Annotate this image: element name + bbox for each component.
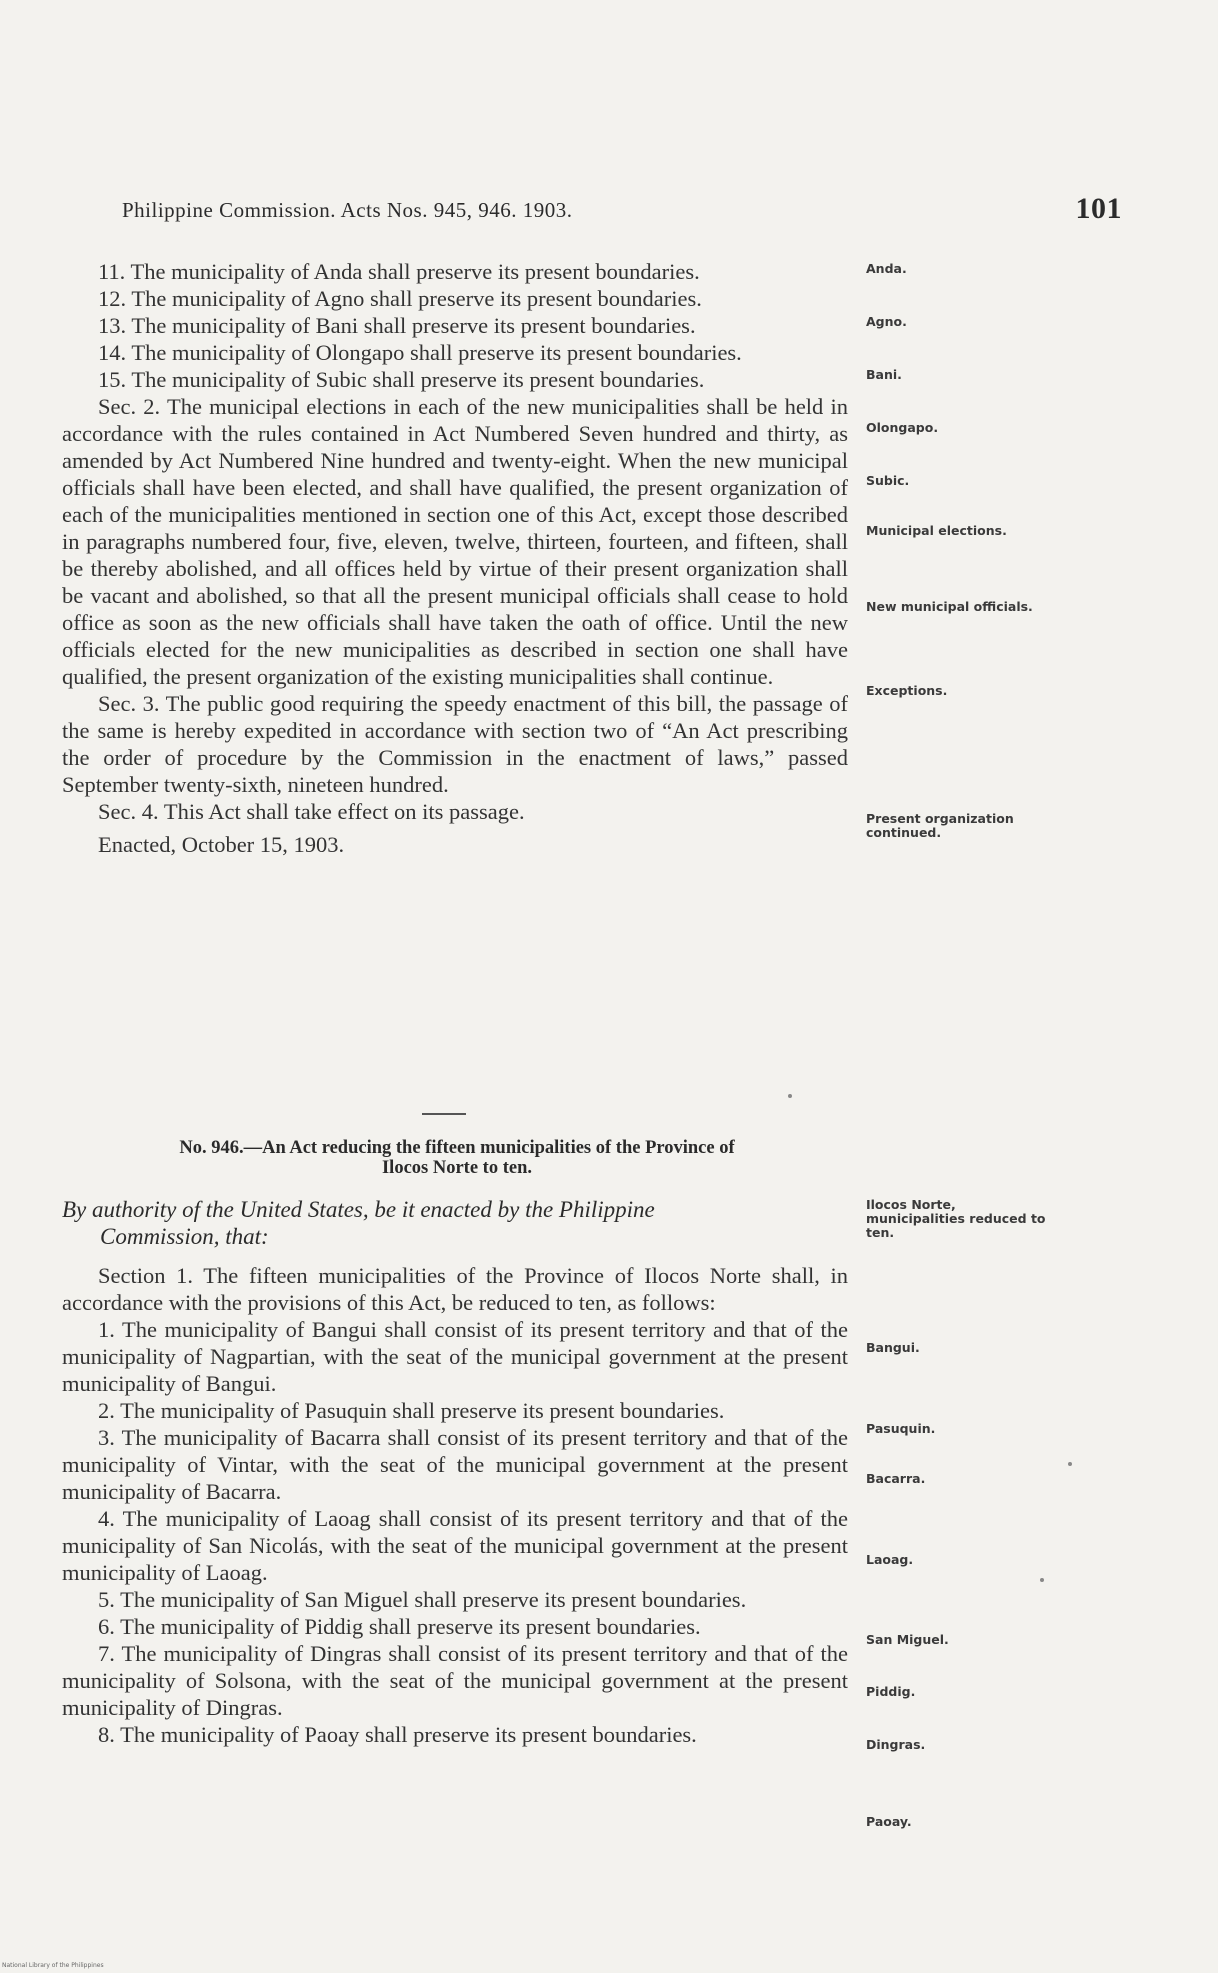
paragraph: 7. The municipality of Dingras shall consist of its present territory and that of the municipality of Solsona, with the seat of the municipal government at the present municipality of Dingras.	[62, 1641, 848, 1720]
paragraph: Sec. 2. The municipal elections in each of the new municipalities shall be held in accordance with the rules contained in Act Numbered Seven hundred and thirty, as amended by Act Numbered Nine hundred and twenty-eight. When the new municipal officials shall have been elected, and shall have qualified, the present organization of each of the municipalities mentioned in section one of this Act, except those described in paragraphs numbered four, five, eleven, twelve, thirteen, fourteen, and fifteen, shall be thereby abolished, and all offices held by virtue of their present organization shall be vacant and abolished, so that all the present municipal officials shall cease to hold office as soon as the new officials shall have taken the oath of office. Until the new officials elected for the new municipalities as described in section one shall have qualified, the present organization of the existing municipalities shall continue.	[62, 394, 848, 689]
paragraph: 15. The municipality of Subic shall preserve its present boundaries.	[98, 367, 705, 392]
enacting-line: Commission, that:	[100, 1224, 269, 1249]
enacting-clause	[62, 1196, 848, 1250]
margin-note: Bangui.	[866, 1340, 920, 1355]
margin-note: Paoay.	[866, 1814, 912, 1829]
speck	[788, 1094, 792, 1098]
paragraph: 13. The municipality of Bani shall preserve its present boundaries.	[98, 313, 696, 338]
enacted-date: Enacted, October 15, 1903.	[98, 832, 345, 857]
paragraph: Sec. 3. The public good requiring the speedy enactment of this bill, the passage of the same is hereby expedited in accordance with section two of “An Act prescribing the order of procedure by the Commission in the enactment of laws,” passed September twenty-sixth, nineteen hundred.	[62, 691, 848, 797]
paragraph: 5. The municipality of San Miguel shall preserve its present boundaries.	[98, 1587, 747, 1612]
margin-note: Dingras.	[866, 1737, 926, 1752]
paragraph: 3. The municipality of Bacarra shall consist of its present territory and that of the municipality of Vintar, with the seat of the municipal government at the present municipality of Bacarra.	[62, 1425, 848, 1504]
running-head: Philippine Commission. Acts Nos. 945, 946. 1903.	[122, 198, 573, 222]
paragraph: Sec. 4. This Act shall take effect on its passage.	[98, 799, 525, 824]
margin-note: Bani.	[866, 367, 902, 382]
paragraph: 8. The municipality of Paoay shall preserve its present boundaries.	[98, 1722, 697, 1747]
act-946-title	[62, 1138, 852, 1178]
margin-note: Municipal elections.	[866, 523, 1007, 538]
section-divider	[422, 1113, 466, 1115]
margin-note: Piddig.	[866, 1684, 916, 1699]
speck	[1068, 1462, 1072, 1466]
paragraph: Section 1. The fifteen municipalities of the Province of Ilocos Norte shall, in accordance with the provisions of this Act, be reduced to ten, as follows:	[62, 1263, 848, 1315]
running-header	[122, 192, 1122, 225]
margin-note: Olongapo.	[866, 420, 939, 435]
speck	[1040, 1578, 1044, 1582]
margin-note: Ilocos Norte, municipalities reduced to ten.	[866, 1197, 1046, 1240]
margin-note: Subic.	[866, 473, 910, 488]
paragraph: 4. The municipality of Laoag shall consist of its present territory and that of the municipality of San Nicolás, with the seat of the municipal government at the present municipality of Laoag.	[62, 1506, 848, 1585]
margin-note: Anda.	[866, 261, 907, 276]
paragraph: 11. The municipality of Anda shall preserve its present boundaries.	[98, 259, 700, 284]
act-946-text	[62, 1262, 848, 1748]
enacting-line: By authority of the United States, be it enacted by the Philippine	[62, 1197, 655, 1222]
act-title-line: No. 946.—An Act reducing the fifteen municipalities of the Province of	[179, 1138, 735, 1158]
paragraph: 14. The municipality of Olongapo shall preserve its present boundaries.	[98, 340, 742, 365]
paragraph: 12. The municipality of Agno shall preserve its present boundaries.	[98, 286, 702, 311]
margin-note: Laoag.	[866, 1552, 914, 1567]
margin-note: Exceptions.	[866, 683, 948, 698]
margin-note: Present organization continued.	[866, 811, 1014, 840]
margin-note: Bacarra.	[866, 1471, 926, 1486]
margin-note: San Miguel.	[866, 1632, 949, 1647]
library-stamp: National Library of the Philippines	[2, 1962, 104, 1969]
paragraph: 6. The municipality of Piddig shall preserve its present boundaries.	[98, 1614, 701, 1639]
margin-note: Pasuquin.	[866, 1421, 936, 1436]
paragraph: 2. The municipality of Pasuquin shall preserve its present boundaries.	[98, 1398, 725, 1423]
page-number: 101	[1075, 192, 1122, 225]
margin-note: New municipal officials.	[866, 599, 1033, 614]
margin-note: Agno.	[866, 314, 907, 329]
act-945-text	[62, 258, 848, 858]
paragraph: 1. The municipality of Bangui shall consist of its present territory and that of the municipality of Nagpartian, with the seat of the municipal government at the present municipality of Bangui.	[62, 1317, 848, 1396]
act-title-line: Ilocos Norte to ten.	[381, 1158, 532, 1178]
